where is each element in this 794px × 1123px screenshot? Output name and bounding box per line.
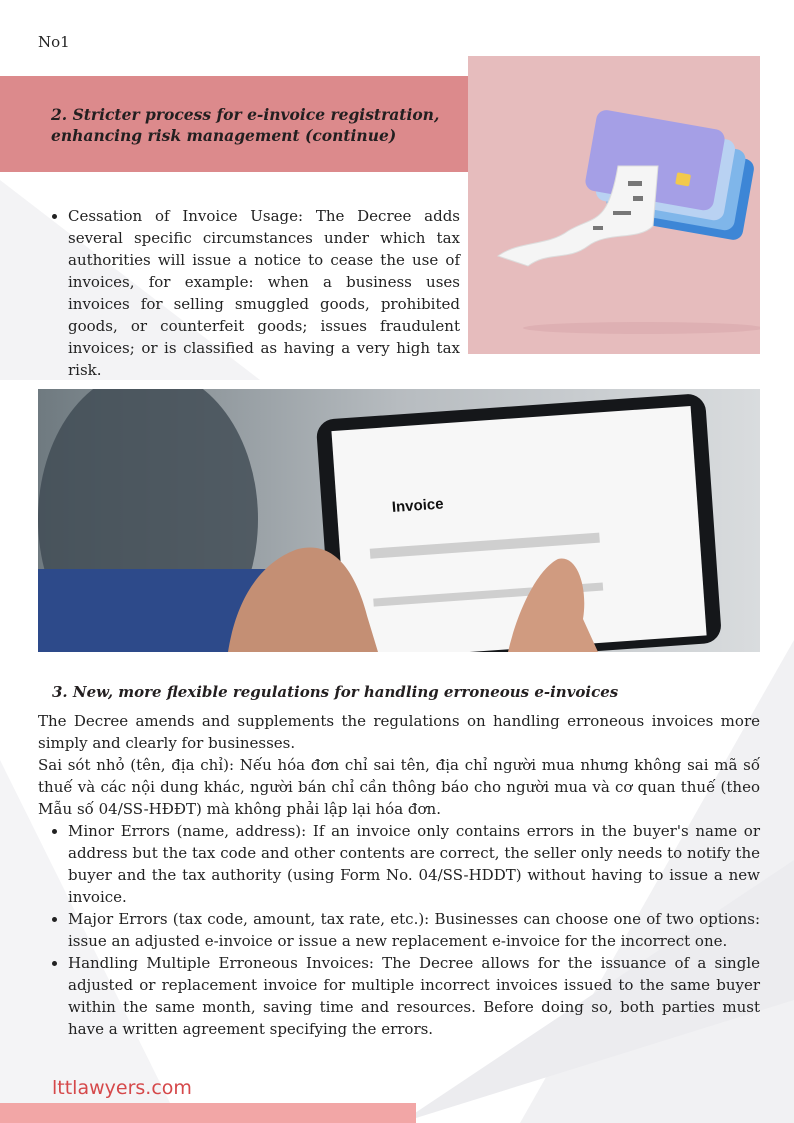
section-2-bullets bbox=[46, 205, 460, 381]
section-3-body bbox=[38, 710, 760, 1040]
section-3-intro: The Decree amends and supplements the regulations on handling erroneous invoices more simply and clearly for businesses. bbox=[38, 712, 760, 752]
section-3-bullets bbox=[38, 820, 760, 1040]
list-item: • Major Errors (tax code, amount, tax rate, etc.): Businesses can choose one of two options: issue an adjusted e-invoice or issue a new replacement e-invoice for the incorrect one. bbox=[68, 908, 760, 952]
photo-graphic bbox=[38, 389, 760, 652]
section-2-title-band bbox=[0, 76, 468, 172]
page-number: No1 bbox=[38, 33, 70, 51]
list-item: • Cessation of Invoice Usage: The Decree adds several specific circumstances under which tax authorities will issue a notice to cease the use of invoices, for example: when a business uses invoices for selling smuggled goods, prohibited goods, or counterfeit goods; issues fraudulent invoices; or is classified as having a very high tax risk. bbox=[68, 205, 460, 381]
credit-cards-illustration bbox=[468, 56, 760, 354]
footer-bar bbox=[0, 1103, 416, 1123]
website-link[interactable]: lttlawyers.com bbox=[52, 1077, 192, 1099]
section-3-vietnamese-note: Sai sót nhỏ (tên, địa chỉ): Nếu hóa đơn chỉ sai tên, địa chỉ người mua nhưng không sai mã số thuế và các nội dung khác, người bán chỉ cần thông báo cho người mua và cơ quan thuế (theo Mẫu số 04/SS-HĐĐT) mà không phải lập lại hóa đơn. bbox=[38, 756, 760, 818]
section-3-title: 3. New, more flexible regulations for handling erroneous e-invoices bbox=[52, 683, 619, 701]
cards-receipt-graphic bbox=[468, 56, 760, 354]
list-item: • Minor Errors (name, address): If an invoice only contains errors in the buyer's name or address but the tax code and other contents are correct, the seller only needs to notify the buyer and the tax authority (using Form No. 04/SS-HDDT) without having to issue a new invoice. bbox=[68, 820, 760, 908]
section-2-title: 2. Stricter process for e-invoice registration, enhancing risk management (continue) bbox=[51, 105, 440, 145]
list-item: • Handling Multiple Erroneous Invoices: The Decree allows for the issuance of a single adjusted or replacement invoice for multiple incorrect invoices issued to the same buyer within the same month, saving time and resources. Before doing so, both parties must have a written agreement specifying the errors. bbox=[68, 952, 760, 1040]
invoice-heading: Invoice bbox=[391, 495, 445, 517]
tablet-invoice-photo bbox=[38, 389, 760, 652]
